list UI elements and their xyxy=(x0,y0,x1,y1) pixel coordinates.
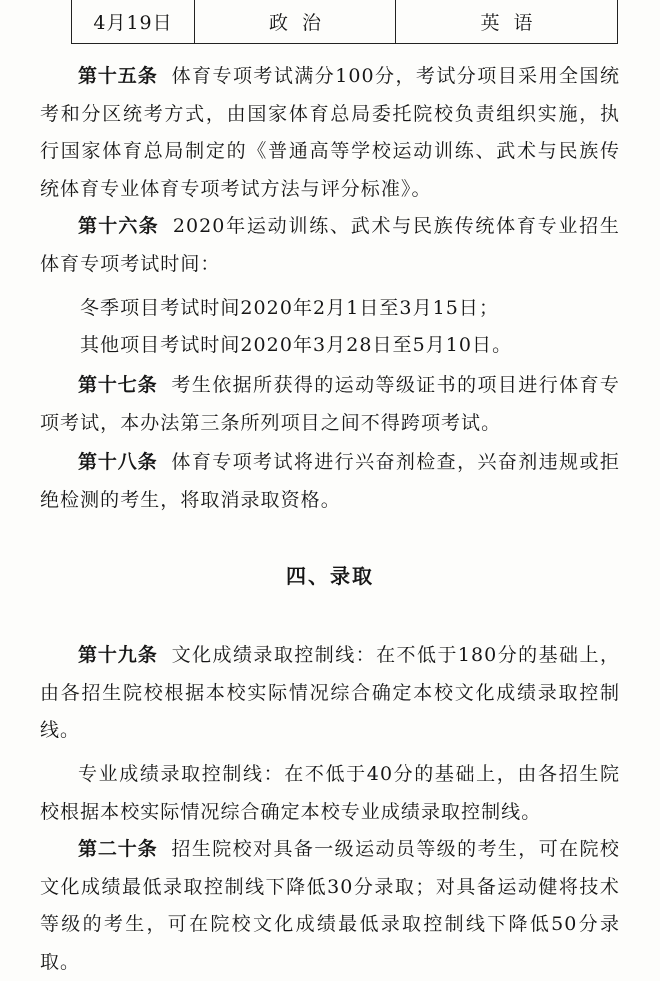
schedule-subject-2: 英语 xyxy=(396,0,618,44)
article-20-text: 招生院校对具备一级运动员等级的考生，可在院校文化成绩最低录取控制线下降低30分录取；对具备运动健将技术等级的考生，可在院校文化成绩最低录取控制线下降低50分录取。 xyxy=(40,838,620,973)
article-17 xyxy=(40,367,620,442)
article-16-other-line: 其他项目考试时间2020年3月28日至5月10日。 xyxy=(80,334,513,356)
article-16-label: 第十六条 xyxy=(78,215,159,237)
article-19-text: 文化成绩录取控制线：在不低于180分的基础上，由各招生院校根据本校实际情况综合确定本校文化成绩录取控制线。 xyxy=(40,644,620,741)
section-heading: 四、录取 xyxy=(286,564,374,588)
exam-schedule-table xyxy=(71,0,618,44)
article-17-label: 第十七条 xyxy=(78,374,158,396)
article-19 xyxy=(40,637,620,750)
table-row xyxy=(72,0,618,44)
article-15 xyxy=(40,58,620,208)
article-18-text: 体育专项考试将进行兴奋剂检查，兴奋剂违规或拒绝检测的考生，将取消录取资格。 xyxy=(40,451,620,511)
article-16-winter-line: 冬季项目考试时间2020年2月1日至3月15日； xyxy=(80,297,499,319)
schedule-date: 4月19日 xyxy=(72,0,195,44)
article-19-label: 第十九条 xyxy=(78,644,158,666)
article-15-text: 体育专项考试满分100分，考试分项目采用全国统考和分区统考方式，由国家体育总局委托院校负责组织实施，执行国家体育总局制定的《普通高等学校运动训练、武术与民族传统体育专业体育专项考试方法与评分标准》。 xyxy=(40,65,620,200)
article-15-label: 第十五条 xyxy=(78,65,158,87)
schedule-subject-1: 政治 xyxy=(195,0,396,44)
article-19-professional: 专业成绩录取控制线：在不低于40分的基础上，由各招生院校根据本校实际情况综合确定本校专业成绩录取控制线。 xyxy=(40,763,620,823)
article-16-text: 2020年运动训练、武术与民族传统体育专业招生体育专项考试时间： xyxy=(40,215,620,275)
article-18-label: 第十八条 xyxy=(78,451,158,473)
article-20-label: 第二十条 xyxy=(78,838,158,860)
article-20 xyxy=(40,831,620,981)
article-18 xyxy=(40,444,620,519)
article-16 xyxy=(40,208,620,283)
article-17-text: 考生依据所获得的运动等级证书的项目进行体育专项考试，本办法第三条所列项目之间不得跨项考试。 xyxy=(40,374,620,434)
